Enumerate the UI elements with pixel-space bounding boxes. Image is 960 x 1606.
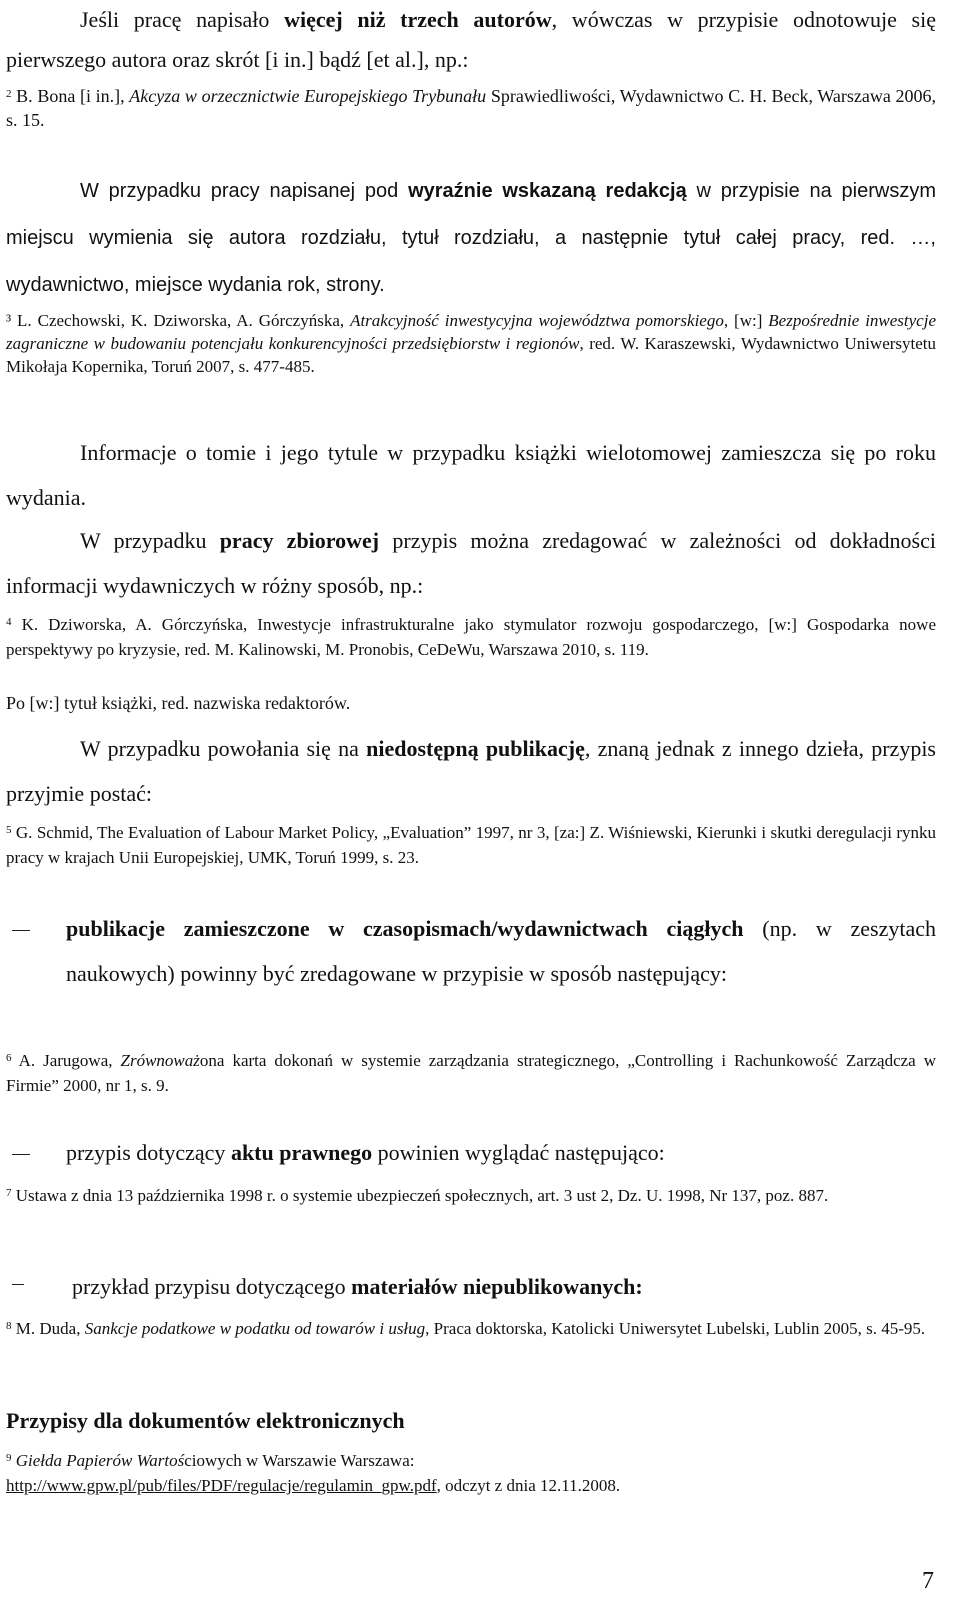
footnote-6: $^6$ A. Jarugowa, Zrównoważona karta dokonań w systemie zarządzania strategicznego, „Controlling i Rachunkowość Zarządcza w Firmie” 2000, nr 1, s. 9. <box>6 1051 937 1095</box>
document-url-link[interactable]: http://www.gpw.pl/pub/files/PDF/regulacje/regulamin_gpw.pdf <box>6 1476 437 1495</box>
footnote-title: Sankcje podatkowe w podatku od towarów i usług <box>84 1319 426 1338</box>
footnote-number: 8 <box>6 1320 12 1332</box>
footnote-4: $^4$ K. Dziworska, A. Górczyńska, Inwestycje infrastrukturalne jako stymulator rozwoju gospodarczego, [w:] Gospodarka nowe perspektywy po kryzysie, red. M. Kalinowski, M. Pronobis, CeDeWu, Warszawa 2010, s. 119. <box>6 615 936 659</box>
note-after-footnote-4: Po [w:] tytuł książki, red. nazwiska redaktorów. <box>6 693 351 713</box>
footnote-number: 7 <box>6 1187 12 1199</box>
paragraph-volume: Informacje o tomie i jego tytule w przypadku książki wielotomowej zamieszcza się po roku wydania. <box>6 440 936 510</box>
footnote-2: $^2$ B. Bona [i in.], Akcyza w orzecznictwie Europejskiego Trybunału Sprawiedliwości, Wydawnictwo C. H. Beck, Warszawa 2006, s. 15. <box>6 86 936 130</box>
section-heading: Przypisy dla dokumentów elektronicznych <box>6 1408 405 1433</box>
footnote-5: $^5$ G. Schmid, The Evaluation of Labour Market Policy, „Evaluation” 1997, nr 3, [za:] Z. Wiśniewski, Kierunki i skutki deregulacji rynku pracy w krajach Unii Europejskiej, UMK, Toruń 1999, s. 23. <box>6 823 937 867</box>
bold-phrase: wyraźnie wskazaną redakcją <box>408 180 687 202</box>
dash-bullet-icon <box>6 906 56 951</box>
paragraph-unavailable-publication: W przypadku powołania się na niedostępną publikację, znaną jednak z innego dzieła, przypis przyjmie postać: <box>6 736 936 806</box>
bullet-periodicals: publikacje zamieszczone w czasopismach/wydawnictwach ciągłych (np. w zeszytach naukowych) powinny być zredagowane w przypisie w sposób następujący: <box>6 906 936 996</box>
dash-bullet-icon <box>6 1136 56 1170</box>
footnote-8: $^8$ M. Duda, Sankcje podatkowe w podatku od towarów i usług, Praca doktorska, Katolicki Uniwersytet Lubelski, Lublin 2005, s. 45-95. <box>6 1319 926 1338</box>
page-number: 7 <box>922 1568 934 1594</box>
paragraph-authors: Jeśli pracę napisało więcej niż trzech autorów, wówczas w przypisie odnotowuje się pierwszego autora oraz skrót [i in.] bądź [et al.], np.: <box>6 7 936 72</box>
footnote-title: Giełda Papierów Wartoś <box>15 1451 185 1470</box>
bold-phrase: aktu prawnego <box>230 1140 373 1165</box>
footnote-3: ³ L. Czechowski, K. Dziworska, A. Górczyńska, Atrakcyjność inwestycyjna województwa pomorskiego, [w:] Bezpośrednie inwestycje zagraniczne w budowaniu potencjału konkurencyjności przedsiębiorstw i regionów, red. W. Karaszewski, Wydawnictwo Uniwersytetu Mikołaja Kopernika, Toruń 2007, s. 477-485. <box>6 311 937 376</box>
paragraph-collective-work: W przypadku pracy zbiorowej przypis można zredagować w zależności od dokładności informacji wydawniczych w różny sposób, np.: <box>6 528 936 598</box>
footnote-7: $^7$ Ustawa z dnia 13 października 1998 r. o systemie ubezpieczeń społecznych, art. 3 ust 2, Dz. U. 1998, Nr 137, poz. 887. <box>6 1186 829 1205</box>
bold-phrase: pracy zbiorowej <box>219 528 380 553</box>
footnote-title: Atrakcyjność inwestycyjna województwa pomorskiego <box>350 311 724 330</box>
bullet-legal-act: przypis dotyczący aktu prawnego powinien wyglądać następująco: <box>6 1136 936 1170</box>
footnote-number: ³ <box>6 311 12 330</box>
footnote-number: 9 <box>6 1452 12 1464</box>
footnote-title: Akcyza w orzecznictwie Europejskiego Trybunału <box>129 86 487 106</box>
bullet-unpublished: przykład przypisu dotyczącego materiałów niepublikowanych: <box>6 1270 936 1304</box>
footnote-number: 5 <box>6 824 12 836</box>
bold-phrase: niedostępną publikację <box>366 736 585 761</box>
bold-phrase: więcej niż trzech autorów <box>284 7 552 32</box>
footnote-number: 4 <box>6 616 12 628</box>
bold-phrase: publikacje zamieszczone w czasopismach/wydawnictwach ciągłych <box>66 916 744 941</box>
dash-bullet-icon <box>6 1266 50 1300</box>
footnote-9: $^9$ Giełda Papierów Wartościowych w Warszawie Warszawa: http://www.gpw.pl/pub/files/PDF/regulacje/regulamin_gpw.pdf, odczyt z dnia 12.11.2008. <box>6 1451 621 1495</box>
footnote-number: 2 <box>6 88 12 100</box>
footnote-number: 6 <box>6 1052 12 1064</box>
paragraph-edited-work: W przypadku pracy napisanej pod wyraźnie wskazaną redakcją w przypisie na pierwszym miejscu wymienia się autora rozdziału, tytuł rozdziału, a następnie tytuł całej pracy, red. …, wydawnictwo, miejsce wydania rok, strony. <box>6 180 937 296</box>
footnote-title: Zrównoważ <box>120 1051 200 1070</box>
bold-phrase: materiałów niepublikowanych: <box>351 1274 643 1299</box>
footnote-book-title: Bezpośrednie inwestycje zagraniczne w budowaniu potencjału konkurencyjności przedsiębiorstw i regionów <box>6 311 936 353</box>
